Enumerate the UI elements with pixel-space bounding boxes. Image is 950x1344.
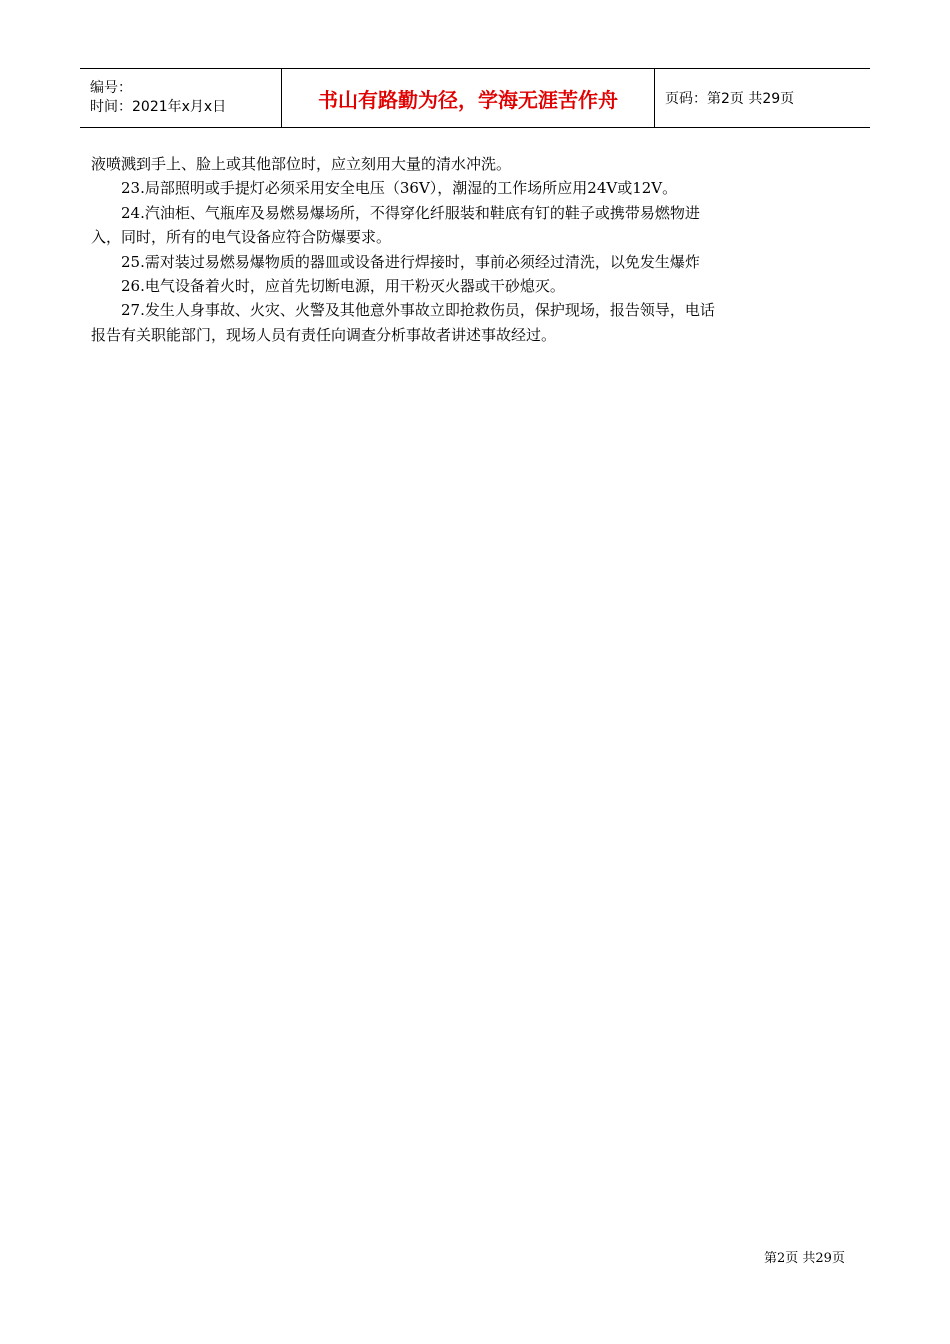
paragraph-line: 27.发生人身事故、火灾、火警及其他意外事故立即抢救伤员，保护现场，报告领导，电话 xyxy=(121,301,715,320)
header-page-number: 页码：第2页 共29页 xyxy=(665,91,795,107)
footer-page-number: 第2页 共29页 xyxy=(764,1251,845,1266)
paragraph-line: 报告有关职能部门，现场人员有责任向调查分析事故者讲述事故经过。 xyxy=(91,325,557,344)
document-body xyxy=(91,152,866,347)
paragraph-line: 液喷溅到手上、脸上或其他部位时，应立刻用大量的清水冲洗。 xyxy=(91,155,512,173)
paragraph-line: 26.电气设备着火时，应首先切断电源，用干粉灭火器或干砂熄灭。 xyxy=(121,277,565,296)
paragraph-line: 24.汽油柜、气瓶库及易燃易爆场所，不得穿化纤服装和鞋底有钉的鞋子或携带易燃物进 xyxy=(121,203,700,222)
page-footer xyxy=(764,1247,845,1266)
paragraph-line: 23.局部照明或手提灯必须采用安全电压（36V），潮湿的工作场所应用24V或12V。 xyxy=(121,179,678,198)
header-motto xyxy=(282,69,655,127)
document-number-label: 编号： xyxy=(90,80,132,96)
paragraph-line: 入，同时，所有的电气设备应符合防爆要求。 xyxy=(91,228,392,247)
paragraph-line: 25.需对装过易燃易爆物质的器皿或设备进行焊接时，事前必须经过清洗，以免发生爆炸 xyxy=(121,252,700,271)
header-page xyxy=(655,69,870,127)
page-header xyxy=(80,68,870,128)
motto-text: 书山有路勤为径，学海无涯苦作舟 xyxy=(318,87,618,112)
document-date-label: 时间：2021年x月x日 xyxy=(90,99,227,115)
header-meta xyxy=(80,69,282,127)
